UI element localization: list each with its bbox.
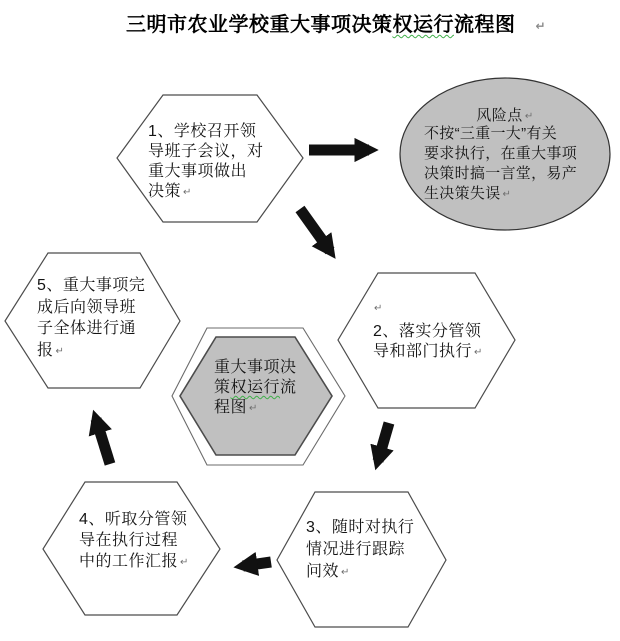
line-break-mark: ↵	[535, 19, 547, 33]
step1-line: 导班子会议，对	[148, 143, 264, 160]
step4-line: 4、听取分管领	[79, 511, 188, 528]
page-title	[126, 8, 546, 37]
center-text-spellcheck: 权运行	[230, 379, 281, 396]
line-break-mark: ↵	[249, 403, 258, 414]
step3-line: 问效 ↵	[306, 563, 350, 580]
center-label	[214, 358, 297, 419]
step1-line: 决策 ↵	[148, 183, 192, 200]
risk-line: 不按“三重一大”有关	[424, 125, 557, 142]
arrow-step3-to-step4	[243, 562, 271, 566]
center-line: 程图 ↵	[214, 399, 258, 416]
line-break-mark: ↵	[341, 567, 350, 578]
risk-line: 要求执行，在重大事项	[424, 145, 578, 162]
arrow-step2-to-step3	[378, 423, 389, 461]
risk-label	[424, 124, 577, 205]
title-text-end: 流程图	[454, 14, 516, 36]
center-line: 重大事项决	[214, 359, 297, 376]
center-line: 策权运行流	[214, 379, 297, 396]
line-break-mark: ↵	[524, 111, 534, 122]
title-text: 三明市农业学校重大事项决策	[126, 14, 393, 36]
arrow-step4-to-step5	[96, 419, 110, 464]
step3-line: 3、随时对执行	[306, 519, 415, 536]
step1-label	[148, 122, 264, 203]
step1-line: 1、学校召开领	[148, 123, 257, 140]
risk-line: 决策时搞一言堂，易产	[424, 165, 578, 182]
step5-line: 成后向领导班	[37, 298, 137, 316]
line-break-mark: ↵	[180, 557, 189, 568]
line-break-mark: ↵	[502, 189, 512, 200]
title-text-spellcheck: 权运行	[392, 14, 454, 36]
step2-label	[373, 322, 483, 363]
step4-line: 导在执行过程	[79, 532, 179, 549]
step2-line: 2、落实分管领	[373, 323, 482, 340]
step4-line: 中的工作汇报 ↵	[79, 553, 189, 570]
step5-line: 5、重大事项完	[37, 277, 146, 294]
step1-line: 重大事项做出	[148, 163, 248, 180]
line-break-mark: ↵	[55, 345, 65, 357]
step3-line: 情况进行跟踪	[306, 541, 406, 558]
line-break-mark: ↵	[183, 187, 192, 198]
step5-line: 子全体进行通	[37, 320, 137, 337]
step5-label	[37, 275, 145, 362]
arrow-step1-to-step2	[300, 209, 330, 251]
step2-line: 导和部门执行 ↵	[373, 343, 483, 360]
line-break-mark: ↵	[474, 347, 483, 358]
step5-line: 报 ↵	[37, 341, 65, 359]
line-break-mark: ↵	[374, 303, 383, 314]
risk-heading: 风险点 ↵	[476, 107, 534, 124]
step3-label	[306, 517, 414, 584]
risk-line: 生决策失误 ↵	[424, 185, 512, 202]
step4-label	[79, 509, 189, 573]
